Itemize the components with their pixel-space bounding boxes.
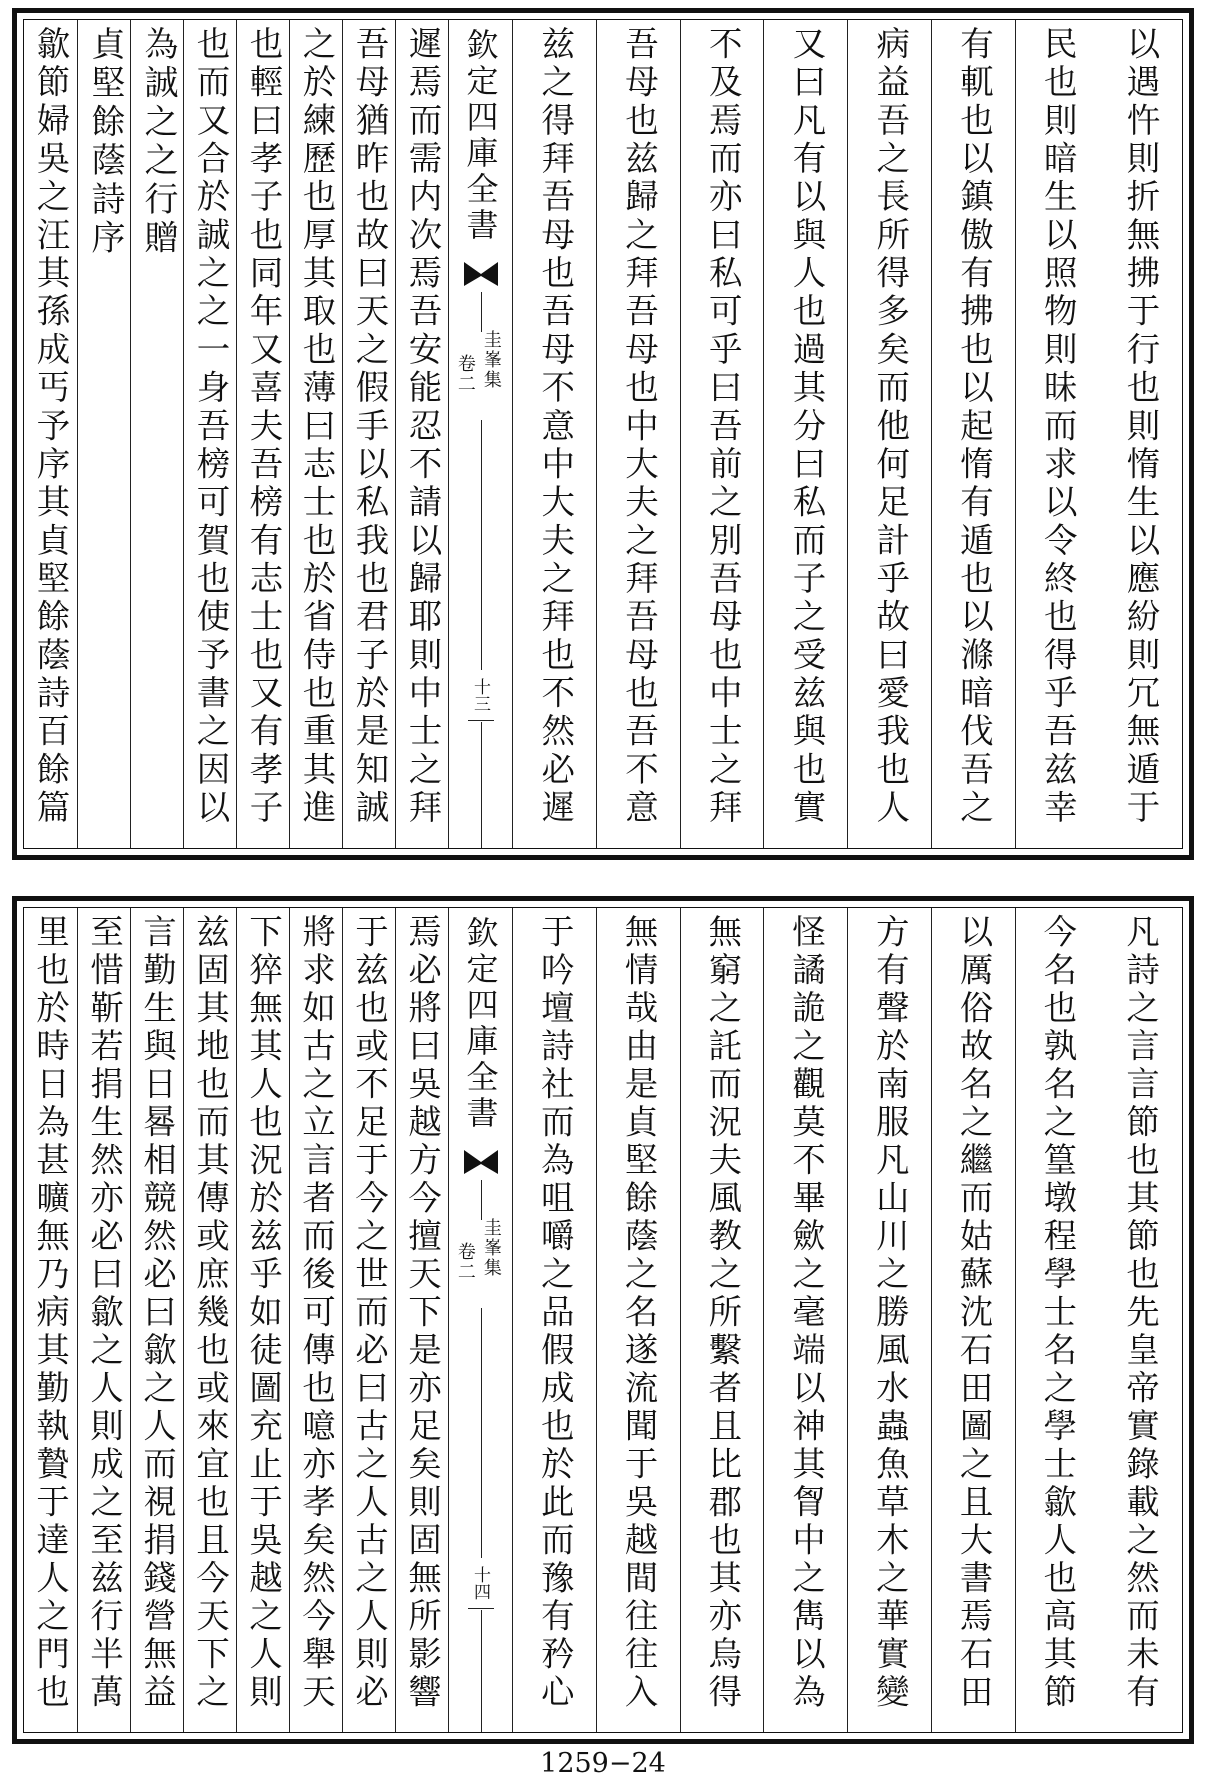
top-page-panel: [12, 8, 1194, 860]
text-column: [183, 20, 236, 848]
column-text: 至惜靳若捐生然亦必曰歙之人則成之至兹行半萬: [85, 914, 124, 1712]
column-text: 也而又合於誠之之一身吾榜可賀也使予書之因以: [191, 26, 230, 828]
column-text: 吾母猶昨也故曰天之假手以私我也君子於是知誠: [350, 26, 389, 828]
column-text: 又曰凡有以與人也過其分曰私而子之受兹與也實: [787, 26, 826, 828]
text-column: [763, 20, 847, 848]
text-column: [931, 20, 1015, 848]
top-page-frame: [23, 19, 1183, 849]
column-text: 將求如古之立言者而後可傳也噫亦孝矣然今舉天: [297, 914, 336, 1712]
center-title: 欽定四庫全書: [461, 916, 500, 1132]
volume-label: 卷二: [454, 1242, 476, 1282]
column-text: 于兹也或不足于今之世而必曰古之人古之人則必: [350, 914, 389, 1712]
fishtail-mark-icon: [462, 1148, 500, 1176]
column-text: 也輕曰孝子也同年又喜夫吾榜有志士也又有孝子: [244, 26, 283, 828]
text-column: [763, 908, 847, 1732]
center-title: 欽定四庫全書: [461, 28, 500, 244]
column-text: 以厲俗故名之繼而姑蘇沈石田圖之且大書焉石田: [954, 914, 994, 1712]
text-column: [24, 908, 77, 1732]
fold-line: [481, 1308, 482, 1558]
column-text: 今名也孰名之篁墩程學士名之學士歙人也高其節: [1038, 914, 1078, 1712]
fold-line: [481, 1180, 482, 1220]
column-text: 下猝無其人也況於兹乎如徒圖充止于吳越之人則: [244, 914, 283, 1712]
volume-label: 卷二: [454, 354, 476, 394]
page-code: 1259−24: [540, 1748, 666, 1779]
text-column: [395, 20, 448, 848]
column-text: 兹之得拜吾母也吾母不意中大夫之拜也不然必遲: [535, 26, 575, 828]
text-column: [130, 20, 183, 848]
text-column: [680, 908, 764, 1732]
text-column: [1098, 20, 1182, 848]
fishtail-mark-icon: [462, 260, 500, 288]
column-text: 焉必將曰吳越方今擅天下是亦足矣則固無所影響: [403, 914, 442, 1712]
page-number: 十三: [470, 678, 490, 712]
text-column: [342, 908, 395, 1732]
text-column: [289, 908, 342, 1732]
bottom-page-frame: [23, 907, 1183, 1733]
column-text: 無情哉由是貞堅餘蔭之名遂流聞于吳越間往往入: [619, 914, 659, 1712]
column-text: 以遇忤則折無拂于行也則惰生以應紛則冗無遁于: [1121, 26, 1160, 828]
text-column: [236, 20, 289, 848]
text-column: [395, 908, 448, 1732]
text-column: [512, 20, 596, 848]
text-column: [24, 20, 77, 848]
fold-line: [481, 292, 482, 332]
fold-divider: [468, 720, 494, 721]
text-column: [931, 908, 1015, 1732]
text-column: [680, 20, 764, 848]
text-column: [342, 20, 395, 848]
text-column: [596, 20, 680, 848]
center-fold-column: [448, 20, 512, 848]
text-column: [847, 908, 931, 1732]
text-column: [847, 20, 931, 848]
column-text: 于吟壇詩社而為咀嚼之品假成也於此而豫有矜心: [535, 914, 575, 1712]
column-text: 民也則暗生以照物則昧而求以令終也得乎吾兹幸: [1038, 26, 1078, 828]
text-column: [1015, 20, 1099, 848]
column-text: 之於練歷也厚其取也薄曰志士也於省侍也重其進: [297, 26, 336, 828]
column-text: 無窮之託而況夫風教之所繫者且比郡也其亦烏得: [703, 914, 743, 1712]
text-column: [77, 908, 130, 1732]
book-title: 圭峯集: [480, 1218, 502, 1278]
column-text: 遲焉而需内次焉吾安能忍不請以歸耶則中士之拜: [403, 26, 442, 828]
column-text: 吾母也兹歸之拜吾母也中大夫之拜吾母也吾不意: [619, 26, 659, 828]
column-text: 歙節婦吳之汪其孫成丐予序其貞堅餘蔭詩百餘篇: [31, 26, 70, 828]
column-text: 有軏也以鎮傲有拂也以起惰有遁也以滌暗伐吾之: [954, 26, 994, 828]
column-text: 凡詩之言言節也其節也先皇帝實錄載之然而未有: [1121, 914, 1160, 1712]
text-column: [183, 908, 236, 1732]
fold-line: [481, 722, 482, 848]
fold-divider: [468, 1608, 494, 1609]
text-column: [77, 20, 130, 848]
text-column: [512, 908, 596, 1732]
text-column: [130, 908, 183, 1732]
column-text: 怪譎詭之觀莫不畢歛之毫端以神其胷中之雋以為: [787, 914, 826, 1712]
text-column: [289, 20, 342, 848]
column-text: 言勤生與日晷相競然必曰歙之人而視捐錢營無益: [138, 914, 177, 1712]
column-text: 不及焉而亦曰私可乎曰吾前之別吾母也中士之拜: [703, 26, 743, 828]
column-text: 貞堅餘蔭詩序: [85, 26, 125, 259]
book-title: 圭峯集: [480, 330, 502, 390]
text-column: [236, 908, 289, 1732]
bottom-page-panel: [12, 896, 1194, 1744]
column-text: 里也於時日為甚曠無乃病其勤執贄于達人之門也: [31, 914, 70, 1712]
column-text: 為誠之之行贈: [138, 26, 178, 259]
text-column: [596, 908, 680, 1732]
fold-line: [481, 1610, 482, 1732]
fold-line: [481, 420, 482, 670]
column-text: 兹固其地也而其傳或庶幾也或來宜也且今天下之: [191, 914, 230, 1712]
center-fold-column: [448, 908, 512, 1732]
text-column: [1015, 908, 1099, 1732]
page-number: 十四: [470, 1566, 490, 1600]
column-text: 方有聲於南服凡山川之勝風水蟲魚草木之華實變: [870, 914, 910, 1712]
text-column: [1098, 908, 1182, 1732]
column-text: 病益吾之長所得多矣而他何足計乎故曰愛我也人: [870, 26, 910, 828]
